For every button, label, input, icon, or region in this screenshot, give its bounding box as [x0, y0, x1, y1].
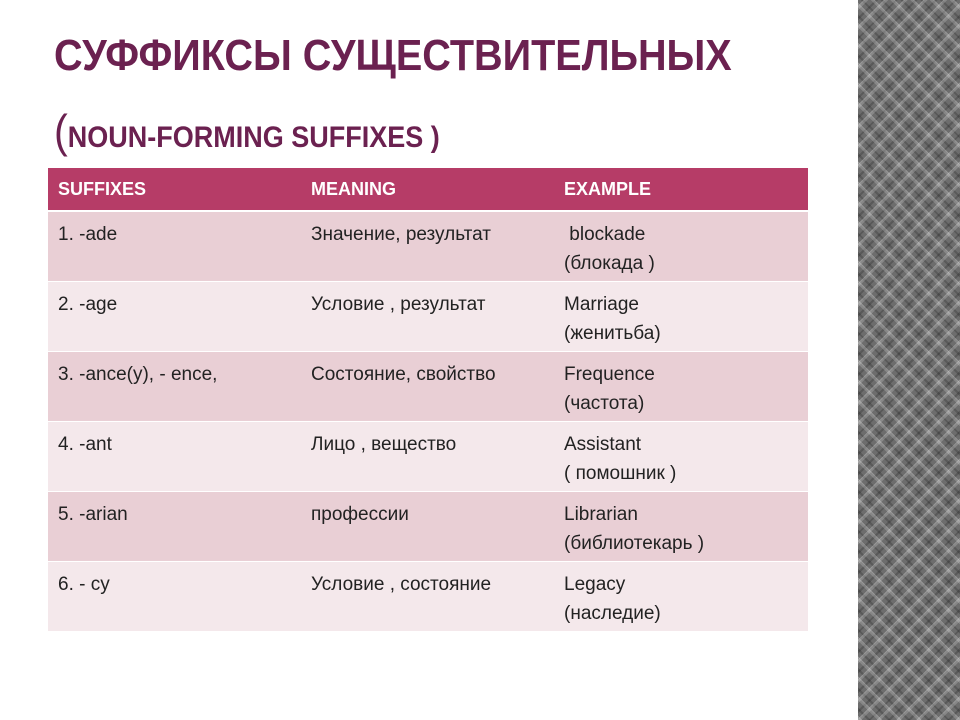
table-header-row: [48, 168, 808, 211]
meaning-cell: Значение, результат: [301, 211, 554, 282]
slide-subtitle: [54, 104, 765, 158]
suffix-cell: 6. - cy: [48, 562, 301, 632]
example-word: Marriage: [564, 294, 639, 315]
subtitle-text: NOUN-FORMING SUFFIXES ): [67, 121, 440, 154]
header-suffixes: SUFFIXES: [48, 168, 301, 211]
header-meaning: MEANING: [301, 168, 554, 211]
suffix-table: [48, 168, 808, 631]
example-cell: [554, 422, 808, 492]
slide-title: СУФФИКСЫ СУЩЕСТВИТЕЛЬНЫХ: [54, 31, 732, 80]
example-translation: (библиотекарь ): [564, 533, 705, 554]
meaning-cell: Условие , результат: [301, 282, 554, 352]
table-row: [48, 211, 808, 282]
example-word: Legacy: [564, 574, 626, 595]
example-translation: (блокада ): [564, 253, 655, 274]
example-word: blockade: [564, 224, 646, 245]
subtitle-open-paren: (: [54, 105, 68, 157]
example-translation: ( помошник ): [564, 463, 677, 484]
meaning-cell: Лицо , вещество: [301, 422, 554, 492]
table-row: [48, 422, 808, 492]
suffix-cell: 3. -ance(y), - ence,: [48, 352, 301, 422]
example-cell: [554, 562, 808, 632]
example-word: Assistant: [564, 434, 642, 455]
example-word: Frequence: [564, 364, 655, 385]
example-word: Librarian: [564, 504, 638, 525]
example-cell: [554, 492, 808, 562]
example-cell: [554, 352, 808, 422]
suffix-cell: 1. -ade: [48, 211, 301, 282]
header-example: EXAMPLE: [554, 168, 808, 211]
suffix-cell: 2. -age: [48, 282, 301, 352]
meaning-cell: профессии: [301, 492, 554, 562]
example-translation: (женитьба): [564, 323, 661, 344]
suffix-cell: 4. -ant: [48, 422, 301, 492]
meaning-cell: Состояние, свойство: [301, 352, 554, 422]
meaning-cell: Условие , состояние: [301, 562, 554, 632]
example-cell: [554, 211, 808, 282]
suffix-cell: 5. -arian: [48, 492, 301, 562]
example-cell: [554, 282, 808, 352]
decorative-pattern-strip: [858, 0, 960, 720]
example-translation: (наследие): [564, 603, 661, 624]
table-row: [48, 282, 808, 352]
table-row: [48, 562, 808, 632]
table-row: [48, 352, 808, 422]
table-row: [48, 492, 808, 562]
example-translation: (частота): [564, 393, 645, 414]
